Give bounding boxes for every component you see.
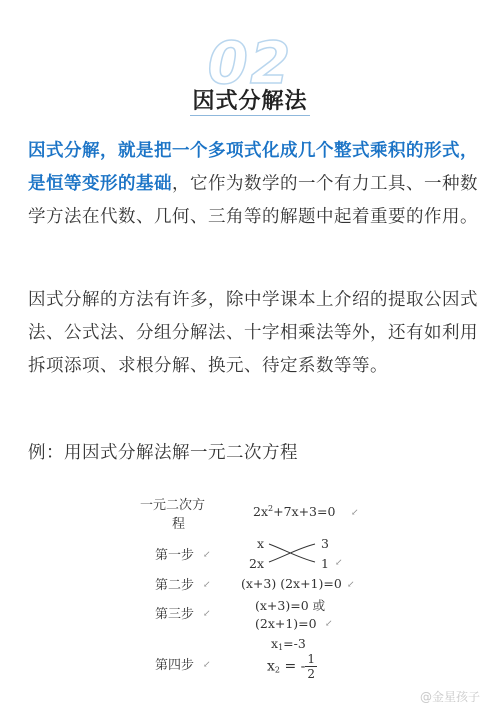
section-header	[0, 28, 500, 118]
cross-top-left: x	[257, 536, 265, 551]
arrow-icon: ↙	[347, 580, 355, 590]
section-number: 02	[207, 29, 293, 97]
cross-bottom-left: 2x	[249, 556, 265, 571]
solution-x1: $x_1=-3$	[271, 636, 306, 652]
solution-x2: $x_2$ = - $\frac{1}{2}$	[267, 652, 316, 681]
definition-rest: ，它作为数学的一个有力工具、一种数学方法在代数、几何、三角等的解题中起着重要的作用。	[28, 174, 478, 227]
fraction-one-half: $\frac{1}{2}$	[307, 652, 316, 681]
cross-bottom-right: 1	[321, 556, 329, 571]
step3-line1: (x+3)=0 或	[255, 598, 326, 613]
equation: $2x^2+7x+3=0$	[253, 504, 336, 519]
paragraph-example-intro: 例：用因式分解法解一元二次方程	[28, 443, 298, 463]
section-title: 因式分解法	[192, 89, 308, 114]
paragraph-definition	[28, 135, 478, 234]
arrow-icon: ↙	[325, 619, 333, 629]
label-step4: 第四步	[155, 658, 195, 673]
label-step1: 第一步	[155, 548, 195, 563]
highlighted-definition: 因式分解，就是把一个多项式化成几个整式乘积的形式，是恒等变形的基础	[28, 141, 478, 194]
paragraph-methods: 因式分解的方法有许多，除中学课本上介绍的提取公因式法、公式法、分组分解法、十字相乘法等外，还有如利用拆项添项、求根分解、换元、待定系数等等。	[28, 290, 478, 376]
label-equation-line1: 一元二次方	[140, 498, 206, 513]
label-step3: 第三步	[155, 607, 195, 622]
step2-expression: (x+3) (2x+1)=0	[241, 576, 342, 591]
example-figure	[135, 488, 365, 703]
title-underline	[190, 115, 310, 116]
watermark: @金星孩子	[419, 690, 480, 704]
step3-line2: (2x+1)=0	[255, 616, 317, 631]
arrow-icon: ↙	[203, 660, 211, 670]
label-step2: 第二步	[155, 578, 195, 593]
cross-lines	[267, 540, 317, 566]
arrow-icon: ↙	[203, 609, 211, 619]
label-equation-line2: 程	[172, 517, 186, 532]
arrow-icon: ↙	[203, 550, 211, 560]
arrow-icon: ↙	[203, 580, 211, 590]
arrow-icon: ↙	[335, 558, 343, 568]
cross-top-right: 3	[321, 536, 329, 551]
arrow-icon: ↙	[351, 508, 359, 518]
